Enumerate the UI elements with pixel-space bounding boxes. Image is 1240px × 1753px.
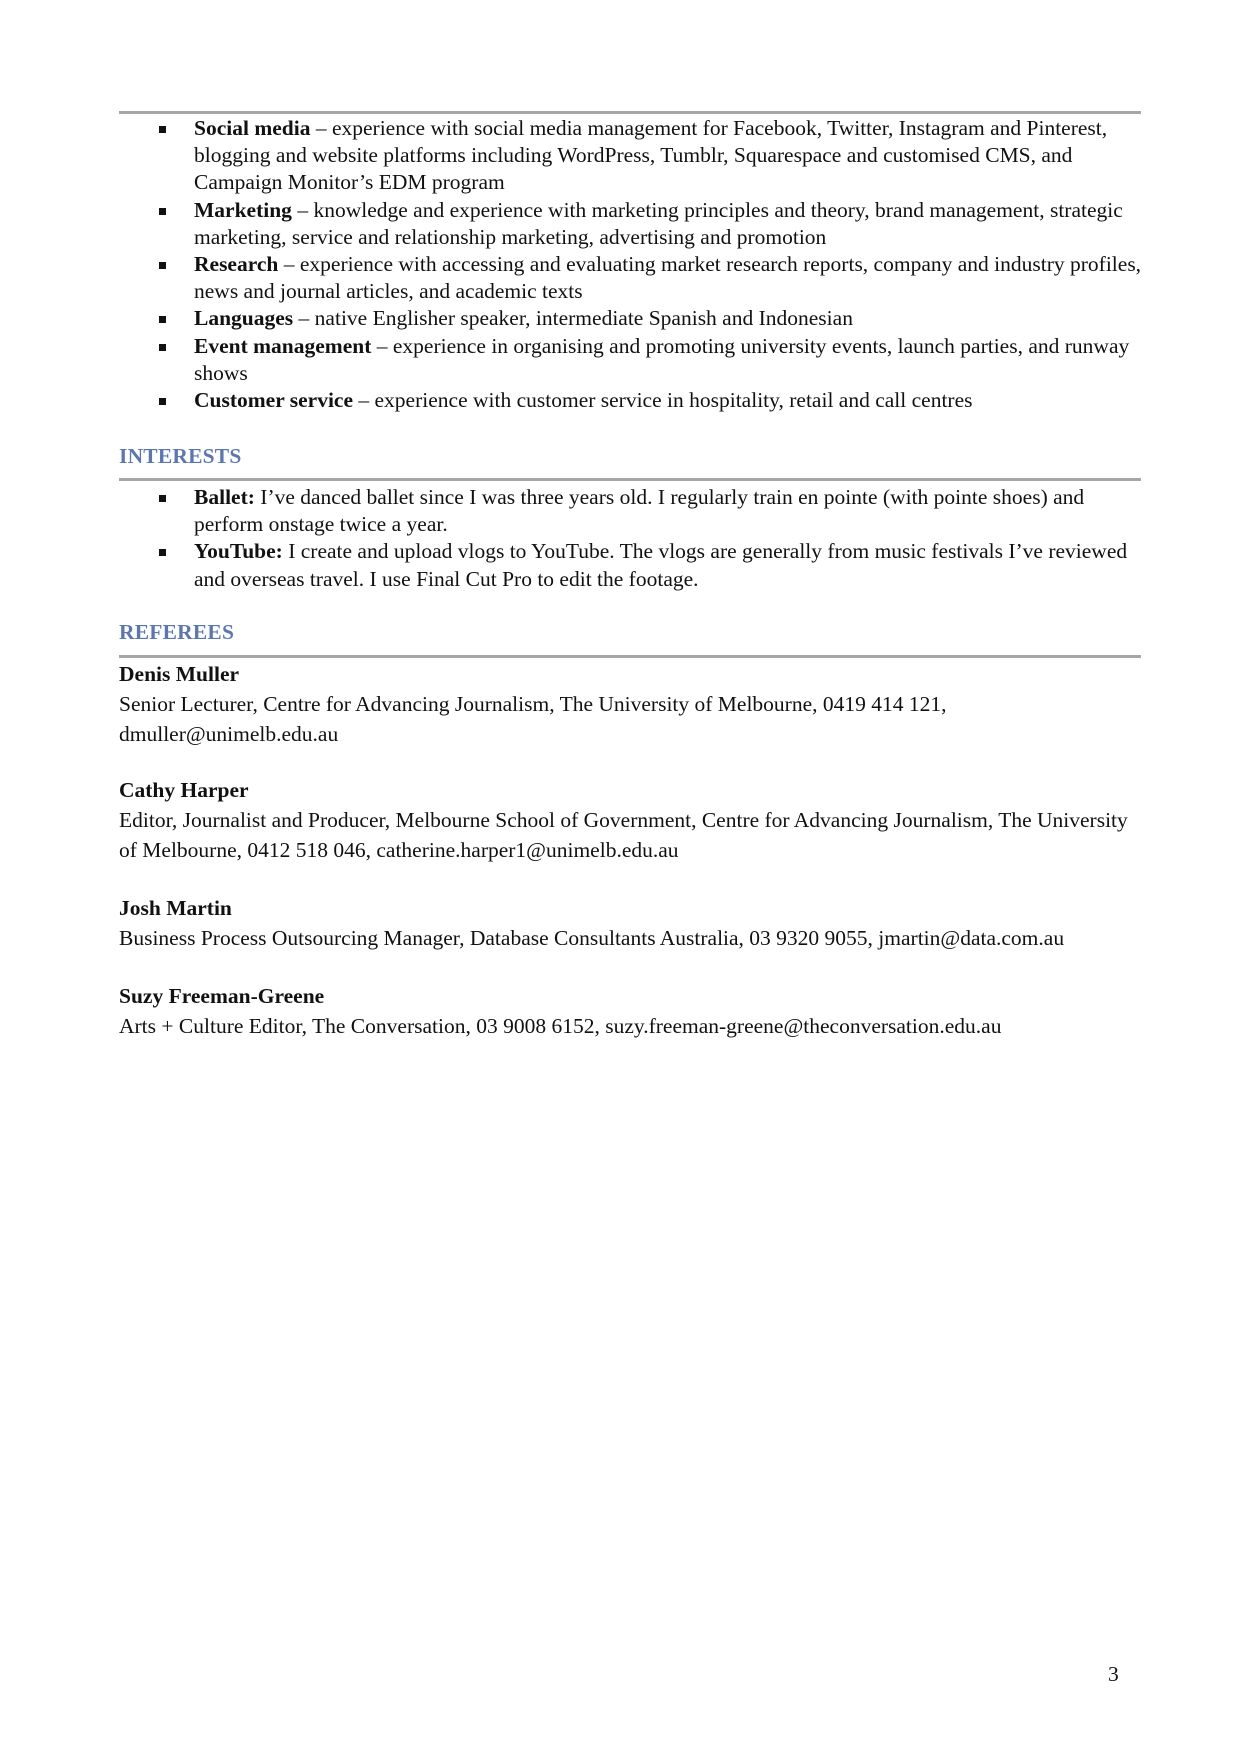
skill-description: – experience in organising and promoting university events, launch parties, and runway shows — [194, 333, 1130, 385]
bullet-square-icon — [159, 208, 166, 215]
referee-denis-muller — [119, 659, 1144, 749]
skill-term: Marketing — [194, 197, 292, 222]
bullet-square-icon — [159, 398, 166, 405]
referee-name: Denis Muller — [119, 662, 240, 686]
interest-term: Ballet: — [194, 485, 255, 509]
skill-term: Event management — [194, 333, 372, 358]
skill-description: – experience with customer service in hospitality, retail and call centres — [353, 388, 973, 413]
referee-details: Business Process Outsourcing Manager, Database Consultants Australia, 03 9320 9055, jmartin@data.com.au — [119, 926, 1065, 950]
page-number: 3 — [1108, 1662, 1119, 1686]
bullet-square-icon — [159, 316, 166, 323]
interest-term: YouTube: — [194, 539, 283, 564]
skills-section — [119, 115, 1144, 414]
skill-item-event-management — [119, 333, 1144, 387]
interest-description: I create and upload vlogs to YouTube. The vlogs are generally from music festivals I’ve reviewed and overseas travel. I use Final Cut Pro to edit the footage. — [194, 539, 1128, 591]
bullet-square-icon — [159, 549, 166, 556]
bullet-square-icon — [159, 495, 166, 502]
skill-term: Social media — [194, 116, 311, 140]
bullet-square-icon — [159, 262, 166, 269]
referee-details: Editor, Journalist and Producer, Melbourne School of Government, Centre for Advancing Journalism, The University of Melbourne, 0412 518 046, catherine.harper1@unimelb.edu.au — [119, 808, 1128, 862]
referee-details: Senior Lecturer, Centre for Advancing Journalism, The University of Melbourne, 0419 414 121, dmuller@unimelb.edu.au — [119, 692, 947, 746]
referees-heading: REFEREES — [119, 620, 235, 644]
skill-description: – experience with accessing and evaluating market research reports, company and industry profiles, news and journal articles, and academic texts — [194, 252, 1142, 304]
interests-heading: INTERESTS — [119, 444, 242, 468]
interests-section — [119, 484, 1144, 593]
referee-name: Cathy Harper — [119, 778, 249, 802]
skill-item-research — [119, 251, 1144, 305]
interests-list — [119, 484, 1144, 593]
referee-details: Arts + Culture Editor, The Conversation, 03 9008 6152, suzy.freeman-greene@theconversation.edu.au — [119, 1014, 1002, 1038]
referee-cathy-harper — [119, 775, 1144, 865]
section-divider-referees — [119, 655, 1141, 658]
interest-description: I’ve danced ballet since I was three years old. I regularly train en pointe (with pointe shoes) and perform onstage twice a year. — [194, 485, 1085, 537]
skill-description: – experience with social media management for Facebook, Twitter, Instagram and Pinterest, blogging and website platforms including WordPress, Tumblr, Squarespace and customised CMS, and Campaign Monitor’s EDM program — [194, 116, 1108, 195]
skill-item-marketing — [119, 197, 1144, 251]
section-divider-interests — [119, 478, 1141, 481]
interest-item-ballet — [119, 484, 1144, 538]
skill-description: – native Englisher speaker, intermediate Spanish and Indonesian — [293, 306, 853, 331]
skill-term: Research — [194, 252, 279, 277]
referee-name: Suzy Freeman-Greene — [119, 984, 325, 1008]
referee-suzy-freeman-greene — [119, 981, 1144, 1041]
referee-josh-martin — [119, 893, 1144, 953]
section-divider-top — [119, 111, 1141, 114]
referee-name: Josh Martin — [119, 896, 232, 920]
skill-item-customer-service — [119, 387, 1144, 414]
skill-item-social-media — [119, 115, 1144, 197]
skill-term: Customer service — [194, 388, 354, 413]
skills-list — [119, 115, 1144, 414]
bullet-square-icon — [159, 344, 166, 351]
interest-item-youtube — [119, 538, 1144, 592]
bullet-square-icon — [159, 126, 166, 133]
skill-description: – knowledge and experience with marketing principles and theory, brand management, strategic marketing, service and relationship marketing, advertising and promotion — [194, 197, 1123, 249]
skill-item-languages — [119, 305, 1144, 332]
skill-term: Languages — [194, 306, 294, 331]
